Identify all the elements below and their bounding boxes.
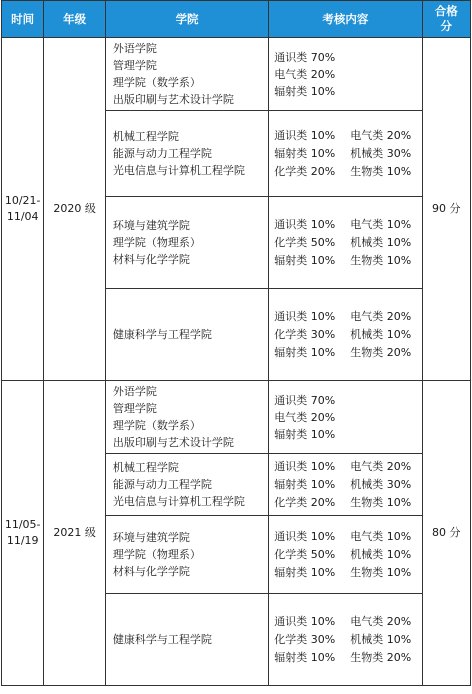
content-pair <box>274 476 421 494</box>
content-item: 机械类 30% <box>350 477 412 491</box>
school-name: 理学院（数学系） <box>112 419 201 432</box>
school-cell <box>105 454 268 516</box>
content-item: 机械类 10% <box>350 632 412 646</box>
content-item: 通识类 10% <box>274 614 336 628</box>
content-item: 电气类 20% <box>274 410 336 424</box>
content-pair <box>274 458 421 476</box>
content-item: 辐射类 10% <box>274 84 336 98</box>
table-row <box>2 381 471 454</box>
content-cell <box>269 38 422 111</box>
school-name: 材料与化学学院 <box>112 565 190 578</box>
school-name: 管理学院 <box>112 59 157 72</box>
content-item: 辐射类 10% <box>274 650 336 664</box>
content-pair <box>274 145 421 163</box>
content-item: 化学类 30% <box>274 327 336 341</box>
content-pair <box>274 613 421 631</box>
content-pair <box>274 234 421 252</box>
content-item: 辐射类 10% <box>274 253 336 267</box>
content-pair <box>274 631 421 649</box>
pass-score-cell: 90 分 <box>422 38 470 381</box>
school-name: 能源与动力工程学院 <box>112 478 212 491</box>
content-item: 通识类 70% <box>274 50 336 64</box>
school-name: 外语学院 <box>112 385 157 398</box>
content-item: 生物类 10% <box>350 253 412 267</box>
content-item: 辐射类 10% <box>274 345 336 359</box>
content-item: 生物类 20% <box>350 650 412 664</box>
content-item: 机械类 10% <box>350 547 412 561</box>
assessment-table <box>1 0 471 686</box>
time-cell <box>2 38 44 381</box>
content-pair <box>274 252 421 270</box>
school-cell <box>105 381 268 454</box>
content-item: 电气类 10% <box>350 529 412 543</box>
content-item: 化学类 30% <box>274 632 336 646</box>
content-pair <box>274 546 421 564</box>
content-item: 生物类 10% <box>350 495 412 509</box>
school-name: 健康科学与工程学院 <box>112 328 212 341</box>
school-name: 管理学院 <box>112 402 157 415</box>
content-item: 电气类 20% <box>350 128 412 142</box>
header-time: 时间 <box>2 1 44 38</box>
time-text: 11/05- <box>4 518 41 531</box>
content-pair <box>274 494 421 512</box>
school-name: 外语学院 <box>112 42 157 55</box>
content-item: 机械类 30% <box>350 146 412 160</box>
content-item: 辐射类 10% <box>274 477 336 491</box>
time-text: 11/19 <box>6 534 39 547</box>
content-pair <box>274 326 421 344</box>
content-pair <box>274 216 421 234</box>
school-name: 光电信息与计算机工程学院 <box>112 164 245 177</box>
content-item: 辐射类 10% <box>274 565 336 579</box>
content-cell <box>269 594 422 686</box>
school-name: 环境与建筑学院 <box>112 219 190 232</box>
content-item: 辐射类 10% <box>274 146 336 160</box>
content-item: 机械类 10% <box>350 327 412 341</box>
content-item: 化学类 20% <box>274 495 336 509</box>
table-row <box>2 38 471 111</box>
grade-cell: 2020 级 <box>44 38 106 381</box>
school-name: 健康科学与工程学院 <box>112 633 212 646</box>
school-cell <box>105 516 268 594</box>
content-item: 通识类 10% <box>274 459 336 473</box>
content-item: 通识类 10% <box>274 217 336 231</box>
content-item: 电气类 20% <box>350 614 412 628</box>
school-name: 环境与建筑学院 <box>112 531 190 544</box>
school-cell <box>105 38 268 111</box>
school-cell <box>105 594 268 686</box>
school-name: 出版印刷与艺术设计学院 <box>112 93 234 106</box>
content-item: 通识类 70% <box>274 393 336 407</box>
content-item: 化学类 20% <box>274 164 336 178</box>
content-item: 电气类 20% <box>350 459 412 473</box>
content-pair <box>274 127 421 145</box>
school-name: 理学院（物理系） <box>112 548 201 561</box>
time-text: 10/21- <box>4 194 41 207</box>
content-item: 通识类 10% <box>274 309 336 323</box>
content-item: 机械类 10% <box>350 235 412 249</box>
header-pass-line2: 分 <box>440 19 453 33</box>
content-item: 化学类 50% <box>274 235 336 249</box>
school-name: 机械工程学院 <box>112 130 179 143</box>
content-item: 电气类 10% <box>350 217 412 231</box>
content-item: 辐射类 10% <box>274 427 336 441</box>
table-body <box>2 38 471 686</box>
content-cell <box>269 454 422 516</box>
school-cell <box>105 289 268 381</box>
school-name: 理学院（物理系） <box>112 236 201 249</box>
header-row <box>2 1 471 38</box>
header-school: 学院 <box>105 1 268 38</box>
content-item: 生物类 10% <box>350 565 412 579</box>
content-item: 通识类 10% <box>274 128 336 142</box>
content-pair <box>274 308 421 326</box>
school-name: 光电信息与计算机工程学院 <box>112 495 245 508</box>
school-name: 理学院（数学系） <box>112 76 201 89</box>
school-name: 出版印刷与艺术设计学院 <box>112 436 234 449</box>
content-cell <box>269 381 422 454</box>
content-cell <box>269 289 422 381</box>
content-pair <box>274 649 421 667</box>
header-pass-line1: 合格 <box>434 4 458 18</box>
content-item: 生物类 10% <box>350 164 412 178</box>
content-pair <box>274 344 421 362</box>
content-item: 化学类 50% <box>274 547 336 561</box>
school-name: 材料与化学学院 <box>112 253 190 266</box>
content-pair <box>274 564 421 582</box>
school-cell <box>105 111 268 197</box>
content-item: 电气类 20% <box>350 309 412 323</box>
header-content: 考核内容 <box>269 1 422 38</box>
content-cell <box>269 516 422 594</box>
pass-score-cell: 80 分 <box>422 381 470 686</box>
content-cell <box>269 111 422 197</box>
header-pass <box>422 1 470 38</box>
header-grade: 年级 <box>44 1 106 38</box>
content-item: 电气类 20% <box>274 67 336 81</box>
time-cell <box>2 381 44 686</box>
school-name: 能源与动力工程学院 <box>112 147 212 160</box>
school-name: 机械工程学院 <box>112 461 179 474</box>
content-item: 生物类 20% <box>350 345 412 359</box>
grade-cell: 2021 级 <box>44 381 106 686</box>
time-text: 11/04 <box>6 210 39 223</box>
content-pair <box>274 163 421 181</box>
content-pair <box>274 528 421 546</box>
school-cell <box>105 197 268 289</box>
content-item: 通识类 10% <box>274 529 336 543</box>
content-cell <box>269 197 422 289</box>
